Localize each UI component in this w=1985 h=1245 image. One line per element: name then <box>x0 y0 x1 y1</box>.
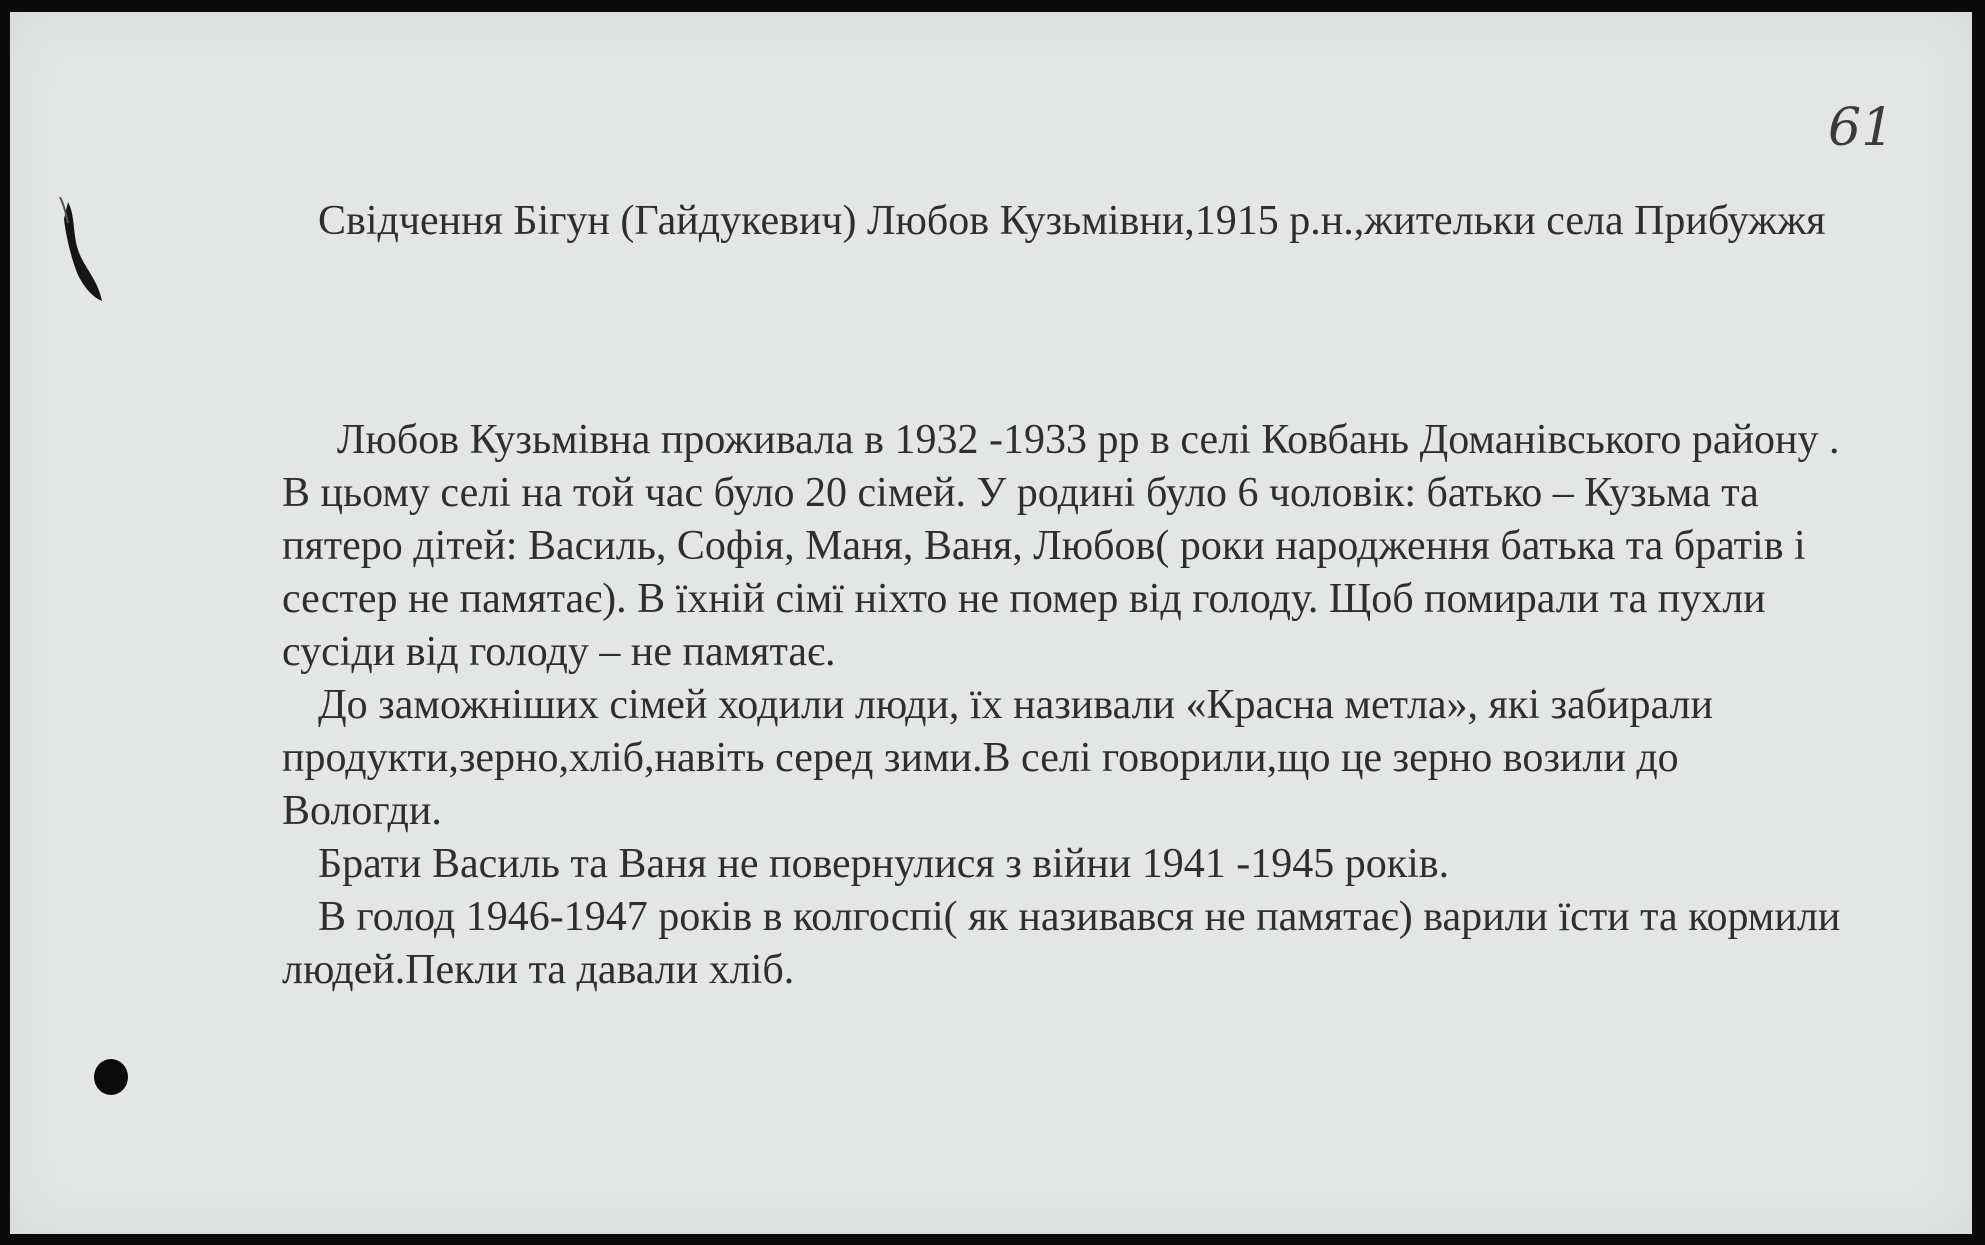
document-page <box>10 12 1972 1234</box>
document-body <box>282 414 1842 997</box>
punch-hole-icon <box>94 1059 128 1095</box>
page-number: 61 <box>1828 98 1895 158</box>
document-title: Свідчення Бігун (Гайдукевич) Любов Кузьмівни,1915 р.н.,жительки села Прибужжя <box>318 198 1826 244</box>
paragraph-2: До заможніших сімей ходили люди, їх називали «Красна метла», які забирали продукти,зерно,хліб,навіть серед зими.В селі говорили,що це зерно возили до Вологди. <box>282 682 1713 834</box>
paragraph-1: Любов Кузьмівна проживала в 1932 -1933 рр в селі Ковбань Доманівського району . В цьому селі на той час було 20 сімей. У родині було 6 чоловік: батько – Кузьма та пятеро дітей: Василь, Софія, Маня, Ваня, Любов( роки народження батька та братів і сестер не памятає). В їхній сімї ніхто не помер від голоду. Щоб помирали та пухли сусіди від голоду – не памятає. <box>282 417 1840 675</box>
paragraph-3: Брати Василь та Ваня не повернулися з війни 1941 -1945 років. <box>318 841 1450 887</box>
ink-mark-icon <box>58 197 108 307</box>
paragraph-4: В голод 1946-1947 років в колгоспі( як називався не памятає) варили їсти та кормили людей.Пекли та давали хліб. <box>282 894 1841 993</box>
